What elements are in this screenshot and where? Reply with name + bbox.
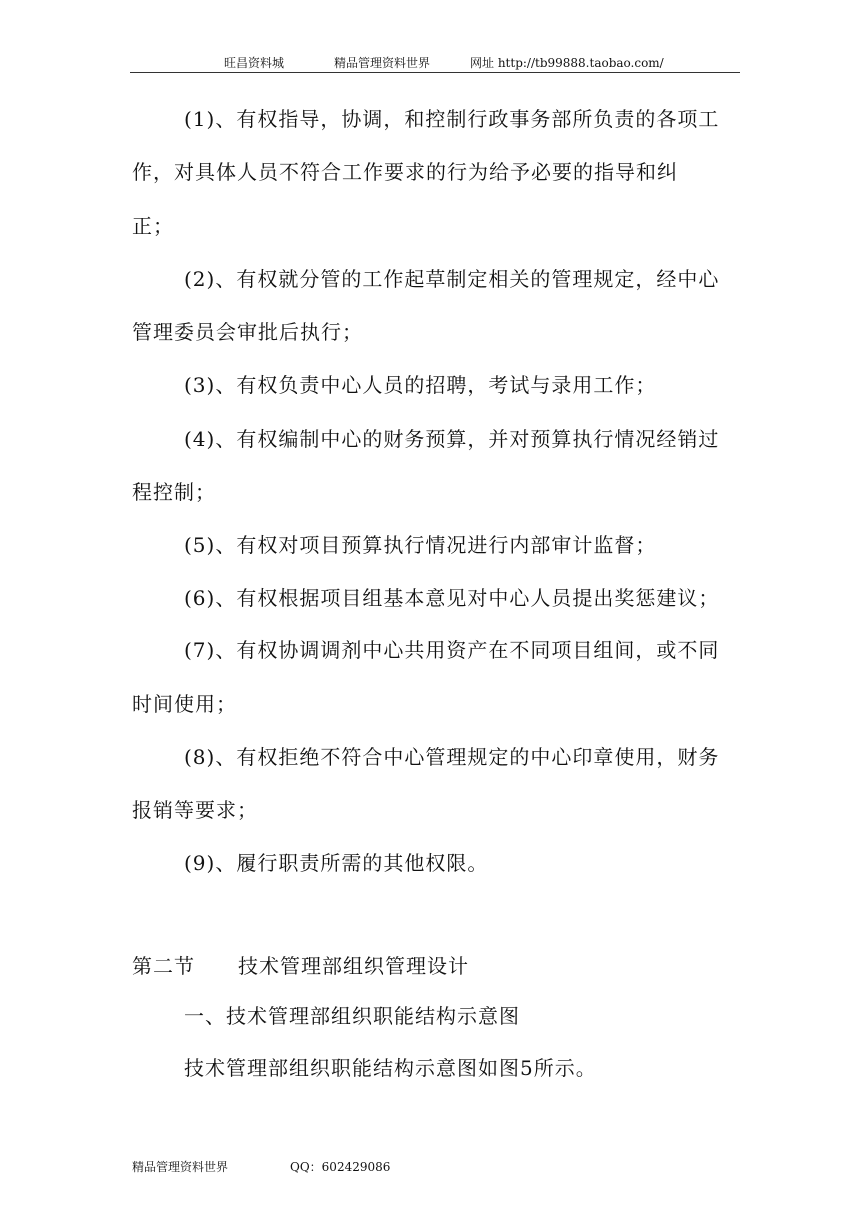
section-number: 第二节 <box>132 954 195 978</box>
para-6-line-1: (6)、有权根据项目组基本意见对中心人员提出奖惩建议； <box>184 586 720 610</box>
section-subheading: 一、技术管理部组织职能结构示意图 <box>184 1004 520 1028</box>
para-1-line-1: (1)、有权指导，协调，和控制行政事务部所负责的各项工 <box>184 107 720 131</box>
page-header <box>130 52 740 73</box>
footer-brand: 精品管理资料世界 <box>132 1160 229 1174</box>
para-7-line-2: 时间使用； <box>132 692 237 716</box>
para-2-line-1: (2)、有权就分管的工作起草制定相关的管理规定，经中心 <box>184 267 720 291</box>
para-2-line-2: 管理委员会审批后执行； <box>132 320 363 344</box>
footer-qq: QQ：602429086 <box>290 1160 391 1174</box>
para-5-line-1: (5)、有权对项目预算执行情况进行内部审计监督； <box>184 533 657 557</box>
header-url: 网址 http://tb99888.taobao.com/ <box>470 56 664 70</box>
para-4-line-2: 程控制； <box>132 480 216 504</box>
section-body: 技术管理部组织职能结构示意图如图5所示。 <box>184 1056 597 1080</box>
para-7-line-1: (7)、有权协调调剂中心共用资产在不同项目组间，或不同 <box>184 638 720 662</box>
para-8-line-2: 报销等要求； <box>132 798 258 822</box>
para-1-line-3: 正； <box>132 214 174 238</box>
para-1-line-2: 作，对具体人员不符合工作要求的行为给予必要的指导和纠 <box>132 160 678 184</box>
para-9-line-1: (9)、履行职责所需的其他权限。 <box>184 851 489 875</box>
section-title: 技术管理部组织管理设计 <box>238 954 469 978</box>
header-brand: 精品管理资料世界 <box>334 56 431 70</box>
para-4-line-1: (4)、有权编制中心的财务预算，并对预算执行情况经销过 <box>184 427 720 451</box>
header-site: 旺昌资料城 <box>224 56 285 70</box>
para-8-line-1: (8)、有权拒绝不符合中心管理规定的中心印章使用，财务 <box>184 745 720 769</box>
para-3-line-1: (3)、有权负责中心人员的招聘，考试与录用工作； <box>184 373 657 397</box>
